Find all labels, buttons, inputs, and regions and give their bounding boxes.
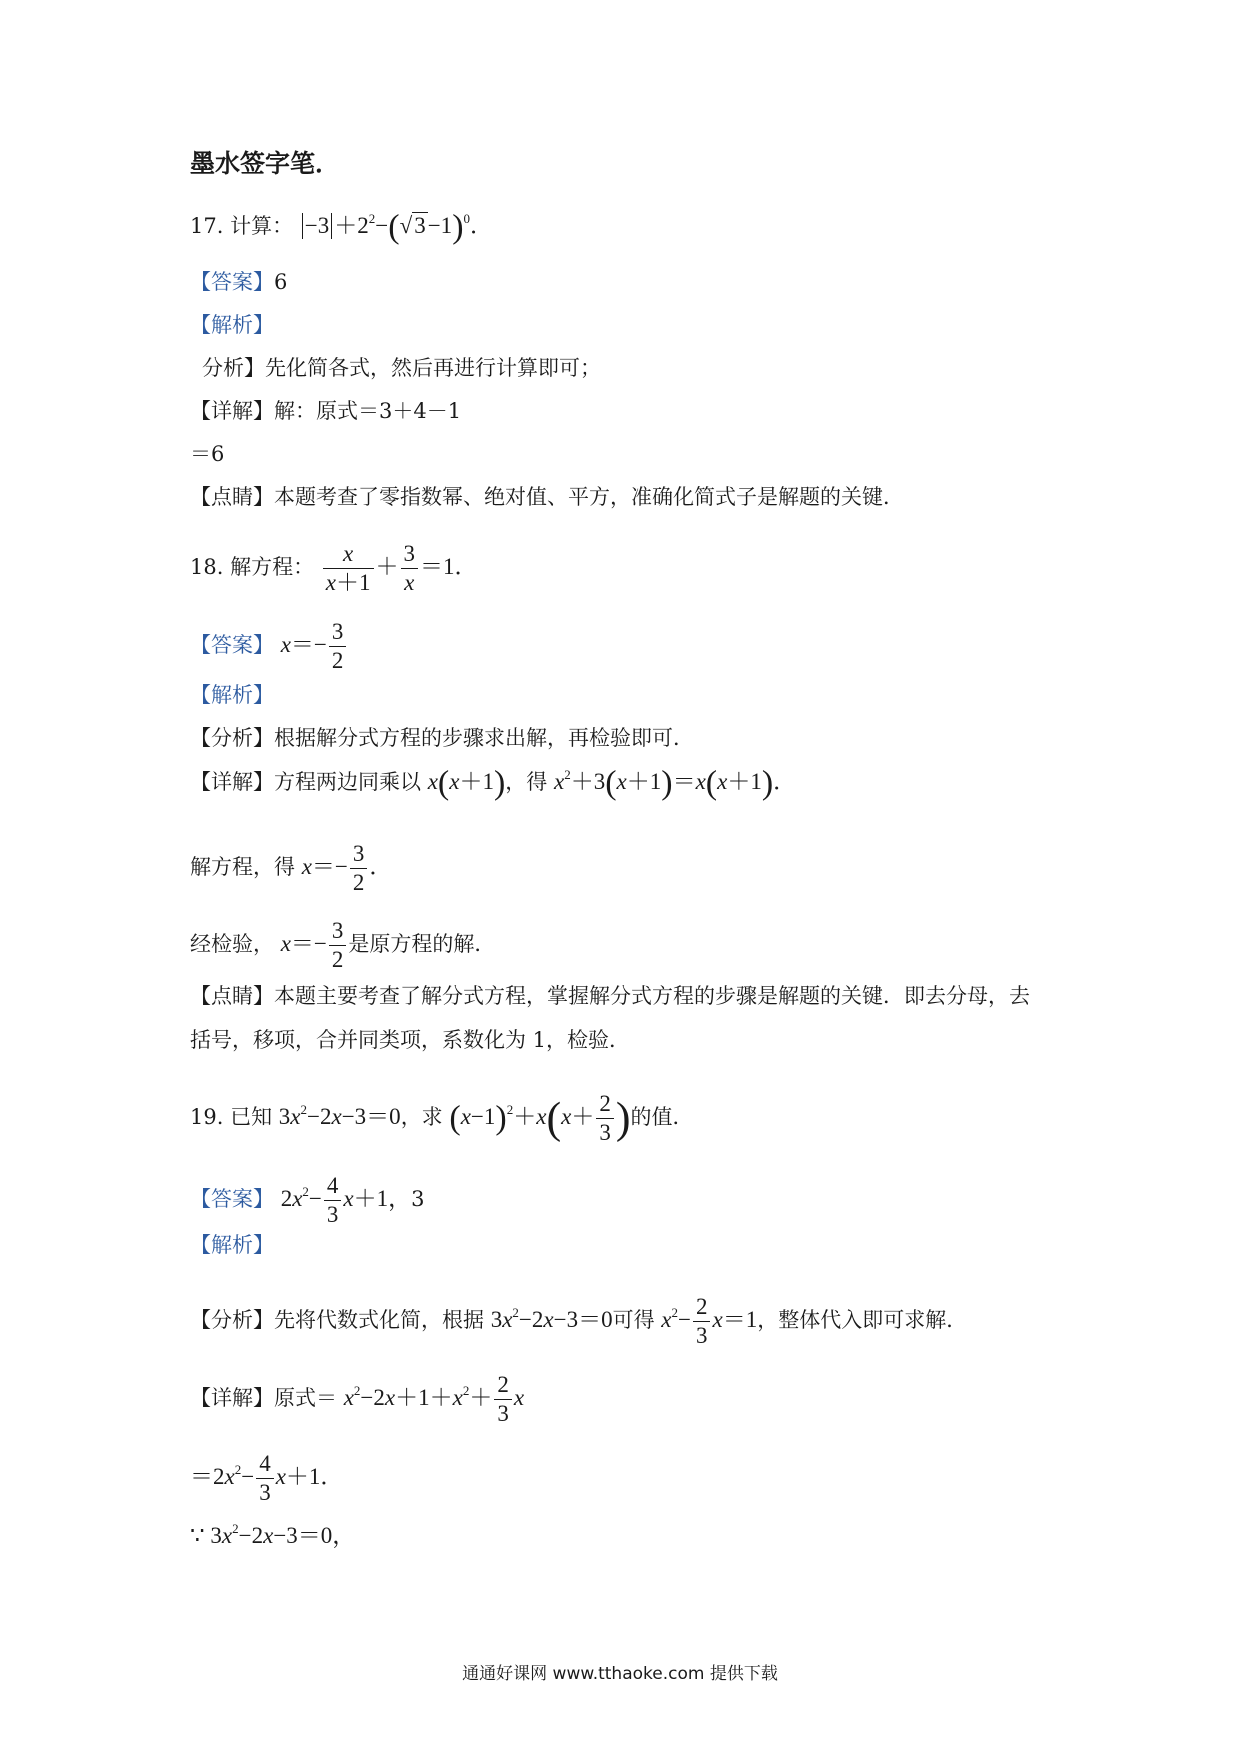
q19-analysis-tag: 【解析】	[190, 1233, 274, 1257]
q18-frac2: $\frac{3}{x}$	[401, 540, 419, 597]
q17-answer: 【答案】6	[190, 270, 288, 294]
q17-detail: 【详解】解：原式＝3＋4－1	[190, 399, 462, 423]
q19-fenxi: 【分析】先将代数式化简，根据 $3x^2-2x-3=0$可得 $x^2-$ $\frac{2}{3}$ x＝1，整体代入即可求解．	[190, 1294, 968, 1348]
q18-analysis-tag: 【解析】	[190, 683, 274, 707]
q17-question	[190, 208, 494, 246]
q17-analysis-tag: 【解析】	[190, 313, 274, 337]
q18-solve: 解方程，得 x＝− $\frac{3}{2}$ ．	[190, 841, 393, 895]
q18-question: 18. 解方程： $\frac{x}{x+1}$ ＋ $\frac{3}{x}$ ＝1．	[190, 541, 478, 595]
q18-check: 经检验， x＝− $\frac{3}{2}$ 是原方程的解．	[190, 918, 496, 972]
q18-dianjing-1: 【点睛】本题主要考查了解分式方程，掌握解分式方程的步骤是解题的关键．即去分母，去	[190, 984, 1030, 1008]
q19-because: ∵ $3x^2-2x-3=0$，	[190, 1521, 356, 1548]
q18-dianjing-2: 括号，移项，合并同类项，系数化为 1，检验．	[190, 1028, 631, 1052]
q17-number: 17.	[190, 214, 224, 238]
q17-dianjing: 【点睛】本题考查了零指数幂、绝对值、平方，准确化简式子是解题的关键．	[190, 485, 904, 509]
q18-fenxi: 【分析】根据解分式方程的步骤求出解，再检验即可．	[190, 726, 694, 750]
q19-question: 19. 已知 $3x^2-2x-3=0$，求 $(x-1)^2+x(x+$ $\frac{2}{3}$ )的值．	[190, 1091, 694, 1145]
page-footer: 通通好课网 www.tthaoke.com 提供下载	[462, 1664, 778, 1684]
q17-detail-result: ＝6	[190, 442, 225, 466]
q18-answer: 【答案】 x＝− $\frac{3}{2}$	[190, 618, 348, 675]
q19-detail: 【详解】原式＝ $x^2-2x+1+x^2+$ $\frac{2}{3}$ x	[190, 1372, 525, 1426]
q17-prompt: 计算：	[230, 214, 294, 238]
q17-expression: $-3 +2^2-(√3-1)^0$．	[300, 213, 493, 238]
q18-frac1: $\frac{x}{x+1}$	[323, 540, 374, 597]
q19-detail-simplified: $=2x^2-$ $\frac{4}{3}$ x＋1．	[190, 1451, 344, 1505]
section-heading: 墨水签字笔．	[190, 149, 341, 178]
q18-detail: 【详解】方程两边同乘以 x(x＋1)，得 $x^2+3(x+1)=x(x+1)$．	[190, 764, 797, 802]
q17-fenxi: 分析】先化简各式，然后再进行计算即可；	[202, 356, 601, 380]
q19-answer: 【答案】 $2x^2-$ $\frac{4}{3}$ x＋1，3	[190, 1173, 425, 1227]
